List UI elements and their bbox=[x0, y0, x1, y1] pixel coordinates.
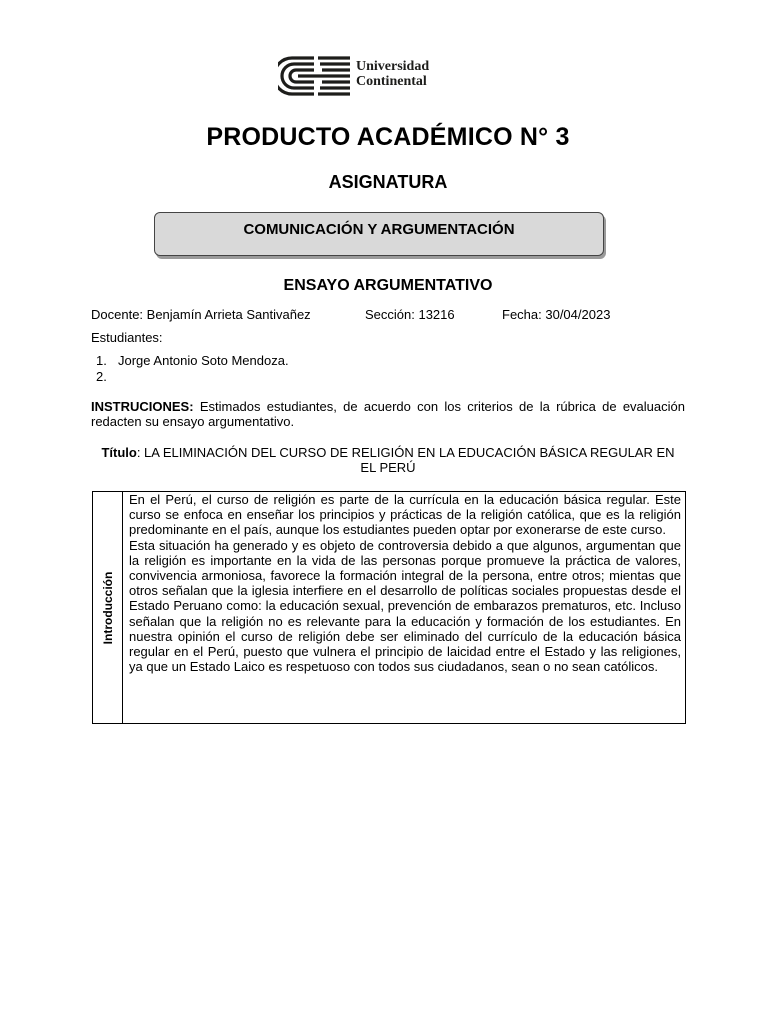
list-item bbox=[96, 369, 289, 385]
essay-title-label: Título bbox=[101, 445, 137, 460]
list-item-number: 1. bbox=[96, 353, 107, 368]
university-name bbox=[356, 59, 429, 89]
teacher-info: Docente: Benjamín Arrieta Santivañez bbox=[91, 307, 311, 322]
course-name: COMUNICACIÓN Y ARGUMENTACIÓN bbox=[243, 221, 515, 238]
instructions-block bbox=[91, 399, 685, 429]
instructions-text: Estimados estudiantes, de acuerdo con los criterios de la rúbrica de evaluación redacten su ensayo argumentativo. bbox=[91, 399, 685, 429]
introduction-paragraph: En el Perú, el curso de religión es parte de la currícula en la educación básica regular. Este curso se enfoca en enseñar los principios y prácticas de la religión católica, que es la religión predominante en el país, aunque los estudiantes pueden optar por exonerarse de este curso. bbox=[129, 492, 681, 538]
student-name: Jorge Antonio Soto Mendoza. bbox=[118, 353, 289, 368]
document-type-heading: ENSAYO ARGUMENTATIVO bbox=[283, 277, 493, 294]
date-info: Fecha: 30/04/2023 bbox=[502, 307, 611, 322]
introduction-label-cell bbox=[93, 492, 123, 723]
essay-title bbox=[100, 445, 676, 475]
page-title: PRODUCTO ACADÉMICO N° 3 bbox=[206, 123, 570, 151]
logo-line-2: Continental bbox=[356, 74, 427, 89]
introduction-paragraph: Esta situación ha generado y es objeto de controversia debido a que algunos, argumentan que la religión es importante en la vida de las personas porque promueve la práctica de valores, convivencia armoniosa, favorece la formación integral de la persona, entre otros; mientas que otros señalan que la iglesia interfiere en el desarrollo de políticas sociales propuestas desde el Estado Peruano como: la educación sexual, prevención de embarazos prematuros, etc. Incluso señalan que la religión no es relevante para la educación y formación de los estudiantes. En nuestra opinión el curso de religión debe ser eliminado del currículo de la educación básica regular en el Perú, puesto que vulnera el principio de laicidad entre el Estado y las religiones, ya que un Estado Laico es respetuoso con todos sus ciudadanos, sean o no sean católicos. bbox=[129, 537, 681, 675]
student-list bbox=[96, 353, 289, 385]
instructions-label: INSTRUCIONES: bbox=[91, 399, 194, 414]
students-label: Estudiantes: bbox=[91, 330, 163, 345]
introduction-label: Introducción bbox=[100, 571, 115, 644]
list-item-number: 2. bbox=[96, 369, 107, 384]
continental-c-logo-icon bbox=[278, 55, 350, 97]
section-info: Sección: 13216 bbox=[365, 307, 455, 322]
university-logo bbox=[278, 50, 456, 102]
subject-heading: ASIGNATURA bbox=[328, 172, 448, 192]
introduction-table bbox=[92, 491, 686, 724]
introduction-body bbox=[129, 492, 681, 674]
essay-title-text: : LA ELIMINACIÓN DEL CURSO DE RELIGIÓN EN LA EDUCACIÓN BÁSICA REGULAR EN EL PERÚ bbox=[136, 445, 675, 475]
course-name-box bbox=[154, 212, 604, 256]
list-item bbox=[96, 353, 289, 369]
logo-line-1: Universidad bbox=[356, 59, 430, 74]
